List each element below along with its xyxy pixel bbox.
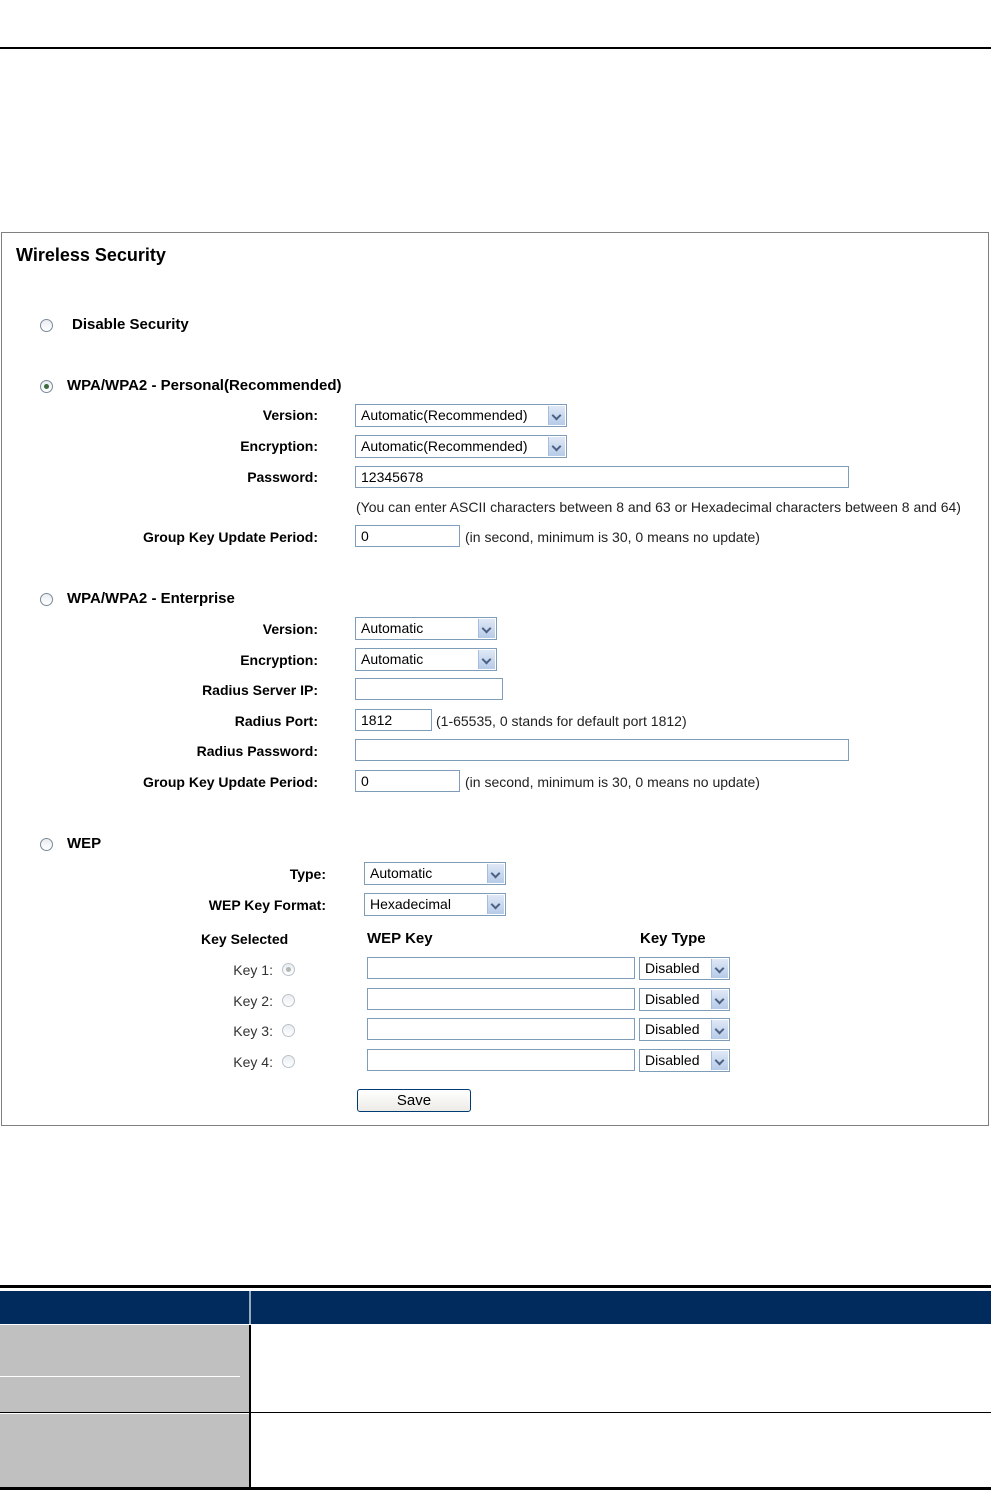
radius-port-label: Radius Port:: [234, 713, 318, 729]
radius-port-input[interactable]: 1812: [355, 709, 432, 731]
key-2-input[interactable]: [367, 988, 635, 1010]
personal-password-label: Password:: [247, 469, 318, 485]
wpa-personal-label: WPA/WPA2 - Personal(Recommended): [67, 377, 342, 394]
personal-group-key-hint: (in second, minimum is 30, 0 means no update): [465, 529, 760, 545]
enterprise-encryption-select[interactable]: [355, 648, 497, 671]
top-rule: [0, 47, 991, 49]
key-4-input[interactable]: [367, 1049, 635, 1071]
enterprise-group-key-input[interactable]: 0: [355, 770, 460, 792]
personal-version-label: Version:: [262, 407, 318, 423]
disable-security-label: Disable Security: [72, 316, 189, 333]
wep-key-format-select[interactable]: [364, 893, 506, 916]
chevron-down-icon: [487, 864, 504, 883]
enterprise-group-key-hint: (in second, minimum is 30, 0 means no update): [465, 774, 760, 790]
chevron-down-icon: [711, 1020, 728, 1039]
chevron-down-icon: [478, 619, 495, 638]
wep-type-label: Type:: [289, 866, 326, 882]
radius-password-label: Radius Password:: [196, 743, 318, 759]
personal-version-select[interactable]: [355, 404, 567, 427]
enterprise-group-key-label: Group Key Update Period:: [142, 774, 318, 790]
key-3-type-value: Disabled: [645, 1021, 700, 1037]
table-bottom-rule: [0, 1487, 991, 1490]
table-row-2-desc-cell: [251, 1414, 991, 1487]
chevron-down-icon: [711, 959, 728, 978]
wep-radio[interactable]: [40, 838, 53, 851]
chevron-down-icon: [548, 437, 565, 456]
enterprise-encryption-value: Automatic: [361, 651, 424, 667]
key-3-label: Key 3:: [233, 1023, 273, 1039]
radius-port-hint: (1-65535, 0 stands for default port 1812): [436, 713, 687, 729]
key-2-type-select[interactable]: [639, 988, 730, 1011]
key-1-radio[interactable]: [282, 963, 295, 976]
key-2-type-value: Disabled: [645, 991, 700, 1007]
table-row-2-label-cell: [0, 1414, 249, 1487]
table-header-divider: [249, 1291, 251, 1324]
key-1-label: Key 1:: [233, 962, 273, 978]
chevron-down-icon: [711, 990, 728, 1009]
enterprise-encryption-label: Encryption:: [240, 652, 318, 668]
chevron-down-icon: [478, 650, 495, 669]
key-4-type-select[interactable]: [639, 1049, 730, 1072]
key-1-input[interactable]: [367, 957, 635, 979]
wep-type-value: Automatic: [370, 865, 433, 881]
wep-key-format-value: Hexadecimal: [370, 896, 451, 912]
enterprise-version-label: Version:: [262, 621, 318, 637]
page-title: Wireless Security: [16, 245, 166, 265]
save-button[interactable]: Save: [357, 1089, 471, 1112]
wep-type-select[interactable]: [364, 862, 506, 885]
table-row-divider: [0, 1412, 991, 1413]
wpa-enterprise-label: WPA/WPA2 - Enterprise: [67, 590, 235, 607]
key-1-type-value: Disabled: [645, 960, 700, 976]
key-3-input[interactable]: [367, 1018, 635, 1040]
col-key-type: Key Type: [640, 930, 706, 947]
key-3-type-select[interactable]: [639, 1018, 730, 1041]
key-2-label: Key 2:: [233, 993, 273, 1009]
enterprise-version-select[interactable]: [355, 617, 497, 640]
personal-group-key-label: Group Key Update Period:: [142, 529, 318, 545]
col-wep-key: WEP Key: [367, 930, 433, 947]
personal-group-key-input[interactable]: 0: [355, 525, 460, 547]
chevron-down-icon: [487, 895, 504, 914]
table-column-divider: [249, 1325, 251, 1487]
password-hint: (You can enter ASCII characters between 8 and 63 or Hexadecimal characters between 8 and 64): [356, 499, 961, 515]
chevron-down-icon: [548, 406, 565, 425]
key-3-radio[interactable]: [282, 1024, 295, 1037]
table-top-rule: [0, 1285, 991, 1288]
table-row-1-inner-divider: [0, 1376, 240, 1377]
table-row-1-label-cell: [0, 1325, 249, 1412]
table-row-1-desc-cell: [251, 1325, 991, 1412]
key-4-radio[interactable]: [282, 1055, 295, 1068]
personal-encryption-select[interactable]: [355, 435, 567, 458]
radius-password-input[interactable]: [355, 739, 849, 761]
personal-encryption-value: Automatic(Recommended): [361, 438, 528, 454]
personal-version-value: Automatic(Recommended): [361, 407, 528, 423]
personal-password-input[interactable]: 12345678: [355, 466, 849, 488]
col-key-selected: Key Selected: [201, 931, 289, 947]
key-4-label: Key 4:: [233, 1054, 273, 1070]
wpa-enterprise-radio[interactable]: [40, 593, 53, 606]
key-2-radio[interactable]: [282, 994, 295, 1007]
wep-label: WEP: [67, 835, 102, 852]
disable-security-radio[interactable]: [40, 319, 53, 332]
wep-key-format-label: WEP Key Format:: [208, 897, 326, 913]
chevron-down-icon: [711, 1051, 728, 1070]
key-1-type-select[interactable]: [639, 957, 730, 980]
wpa-personal-radio[interactable]: [40, 380, 53, 393]
table-header: [0, 1291, 991, 1324]
key-4-type-value: Disabled: [645, 1052, 700, 1068]
personal-encryption-label: Encryption:: [240, 438, 318, 454]
radius-ip-input[interactable]: [355, 678, 503, 700]
enterprise-version-value: Automatic: [361, 620, 424, 636]
radius-ip-label: Radius Server IP:: [202, 682, 318, 698]
